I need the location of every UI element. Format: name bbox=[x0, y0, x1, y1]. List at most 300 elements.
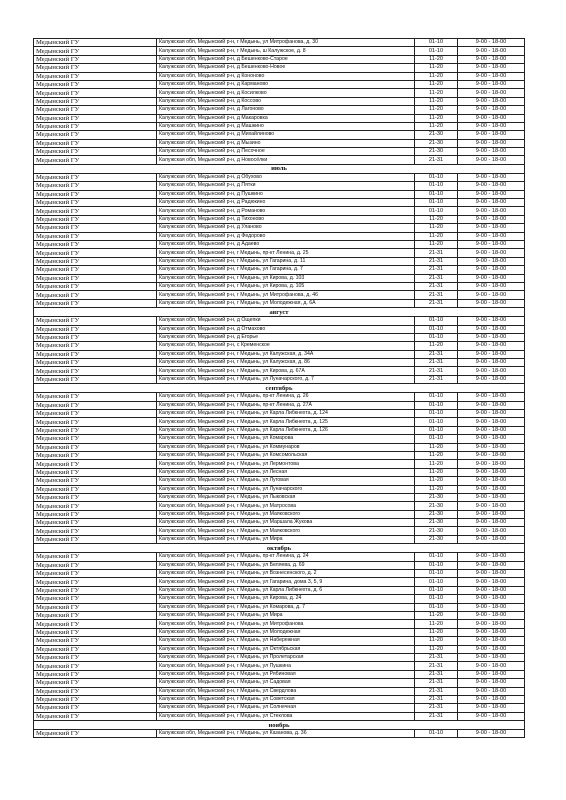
hours-cell: 9-00 - 18-00 bbox=[458, 257, 525, 265]
org-cell: Медынский ГУ bbox=[34, 274, 157, 282]
address-cell: Калужская обл, Медынский р-н, с Кременское bbox=[157, 342, 415, 350]
address-cell: Калужская обл, Медынский р-н, г Медынь, ул Митрофанова, д. 30 bbox=[157, 39, 415, 47]
period-cell: 21-30 bbox=[415, 510, 458, 518]
address-cell: Калужская обл, Медынский р-н, д Коссово bbox=[157, 97, 415, 105]
org-cell: Медынский ГУ bbox=[34, 451, 157, 459]
org-cell: Медынский ГУ bbox=[34, 502, 157, 510]
hours-cell: 9-00 - 18-00 bbox=[458, 350, 525, 358]
hours-cell: 9-00 - 18-00 bbox=[458, 612, 525, 620]
address-cell: Калужская обл, Медынский р-н, г Медынь, ул Комарова bbox=[157, 435, 415, 443]
hours-cell: 9-00 - 18-00 bbox=[458, 645, 525, 653]
hours-cell: 9-00 - 18-00 bbox=[458, 182, 525, 190]
address-cell: Калужская обл, Медынский р-н, д Макаровка bbox=[157, 114, 415, 122]
address-cell: Калужская обл, Медынский р-н, г Медынь, ул Кирова, д. 103 bbox=[157, 274, 415, 282]
org-cell: Медынский ГУ bbox=[34, 670, 157, 678]
table-row bbox=[34, 249, 525, 257]
table-row bbox=[34, 612, 525, 620]
hours-cell: 9-00 - 18-00 bbox=[458, 502, 525, 510]
period-cell: 11-20 bbox=[415, 80, 458, 88]
hours-cell: 9-00 - 18-00 bbox=[458, 139, 525, 147]
org-cell: Медынский ГУ bbox=[34, 535, 157, 543]
address-cell: Калужская обл, Медынский р-н, д Кононово bbox=[157, 72, 415, 80]
org-cell: Медынский ГУ bbox=[34, 695, 157, 703]
org-cell: Медынский ГУ bbox=[34, 199, 157, 207]
table-row bbox=[34, 207, 525, 215]
hours-cell: 9-00 - 18-00 bbox=[458, 39, 525, 47]
table-row bbox=[34, 586, 525, 594]
month-label: август bbox=[34, 308, 525, 317]
address-cell: Калужская обл, Медынский р-н, г Медынь, ул Маяковского bbox=[157, 527, 415, 535]
hours-cell: 9-00 - 18-00 bbox=[458, 266, 525, 274]
hours-cell: 9-00 - 18-00 bbox=[458, 131, 525, 139]
address-cell: Калужская обл, Медынский р-н, д Лагоново bbox=[157, 106, 415, 114]
address-cell: Калужская обл, Медынский р-н, г Медынь, ул Митрофанова bbox=[157, 620, 415, 628]
table-row bbox=[34, 224, 525, 232]
address-cell: Калужская обл, Медынский р-н, г Медынь, ул Кирова, д. 24 bbox=[157, 595, 415, 603]
hours-cell: 9-00 - 18-00 bbox=[458, 485, 525, 493]
period-cell: 11-20 bbox=[415, 64, 458, 72]
period-cell: 11-20 bbox=[415, 55, 458, 63]
address-cell: Калужская обл, Медынский р-н, г Медынь, ул Луначарского bbox=[157, 485, 415, 493]
address-cell: Калужская обл, Медынский р-н, г Медынь, ул Казанова, д. 36 bbox=[157, 730, 415, 738]
org-cell: Медынский ГУ bbox=[34, 97, 157, 105]
period-cell: 11-20 bbox=[415, 620, 458, 628]
address-cell: Калужская обл, Медынский р-н, г Медынь, ул Коммунаров bbox=[157, 443, 415, 451]
schedule-body bbox=[34, 39, 525, 738]
period-cell: 01-10 bbox=[415, 595, 458, 603]
hours-cell: 9-00 - 18-00 bbox=[458, 64, 525, 72]
org-cell: Медынский ГУ bbox=[34, 561, 157, 569]
period-cell: 21-31 bbox=[415, 274, 458, 282]
address-cell: Калужская обл, Медынский р-н, г Медынь, пр-кт Ленина, д. 27А bbox=[157, 401, 415, 409]
hours-cell: 9-00 - 18-00 bbox=[458, 595, 525, 603]
period-cell: 01-10 bbox=[415, 426, 458, 434]
hours-cell: 9-00 - 18-00 bbox=[458, 460, 525, 468]
hours-cell: 9-00 - 18-00 bbox=[458, 89, 525, 97]
table-row bbox=[34, 215, 525, 223]
org-cell: Медынский ГУ bbox=[34, 80, 157, 88]
period-cell: 01-10 bbox=[415, 325, 458, 333]
address-cell: Калужская обл, Медынский р-н, д Михайлиново bbox=[157, 131, 415, 139]
org-cell: Медынский ГУ bbox=[34, 249, 157, 257]
org-cell: Медынский ГУ bbox=[34, 139, 157, 147]
org-cell: Медынский ГУ bbox=[34, 64, 157, 72]
address-cell: Калужская обл, Медынский р-н, г Медынь, ул Карла Либкнехта, д. 125 bbox=[157, 418, 415, 426]
table-row bbox=[34, 257, 525, 265]
table-row bbox=[34, 375, 525, 383]
hours-cell: 9-00 - 18-00 bbox=[458, 637, 525, 645]
period-cell: 21-30 bbox=[415, 131, 458, 139]
period-cell: 21-30 bbox=[415, 493, 458, 501]
table-row bbox=[34, 510, 525, 518]
hours-cell: 9-00 - 18-00 bbox=[458, 687, 525, 695]
address-cell: Калужская обл, Медынский р-н, г Медынь, ул Комсомольская bbox=[157, 451, 415, 459]
period-cell: 01-10 bbox=[415, 190, 458, 198]
period-cell: 21-31 bbox=[415, 257, 458, 265]
hours-cell: 9-00 - 18-00 bbox=[458, 410, 525, 418]
month-header-row bbox=[34, 721, 525, 730]
org-cell: Медынский ГУ bbox=[34, 553, 157, 561]
address-cell: Калужская обл, Медынский р-н, г Медынь, ул Комарова, д. 7 bbox=[157, 603, 415, 611]
period-cell: 01-10 bbox=[415, 173, 458, 181]
org-cell: Медынский ГУ bbox=[34, 39, 157, 47]
table-row bbox=[34, 106, 525, 114]
period-cell: 11-20 bbox=[415, 342, 458, 350]
org-cell: Медынский ГУ bbox=[34, 519, 157, 527]
address-cell: Калужская обл, Медынский р-н, г Медынь, ул Калужская, д. 34А bbox=[157, 350, 415, 358]
hours-cell: 9-00 - 18-00 bbox=[458, 106, 525, 114]
hours-cell: 9-00 - 18-00 bbox=[458, 232, 525, 240]
address-cell: Калужская обл, Медынский р-н, г Медынь, ул Маршала Жукова bbox=[157, 519, 415, 527]
address-cell: Калужская обл, Медынский р-н, г Медынь, ул Лесная bbox=[157, 468, 415, 476]
hours-cell: 9-00 - 18-00 bbox=[458, 148, 525, 156]
table-row bbox=[34, 122, 525, 130]
address-cell: Калужская обл, Медынский р-н, д Песочное bbox=[157, 148, 415, 156]
hours-cell: 9-00 - 18-00 bbox=[458, 342, 525, 350]
month-label: сентябрь bbox=[34, 384, 525, 393]
table-row bbox=[34, 350, 525, 358]
address-cell: Калужская обл, Медынский р-н, г Медынь, ул Матросова bbox=[157, 502, 415, 510]
org-cell: Медынский ГУ bbox=[34, 477, 157, 485]
address-cell: Калужская обл, Медынский р-н, г Медынь, ул Карла Либкнехта, д. 6 bbox=[157, 586, 415, 594]
hours-cell: 9-00 - 18-00 bbox=[458, 72, 525, 80]
period-cell: 21-31 bbox=[415, 156, 458, 164]
org-cell: Медынский ГУ bbox=[34, 72, 157, 80]
table-row bbox=[34, 131, 525, 139]
hours-cell: 9-00 - 18-00 bbox=[458, 359, 525, 367]
org-cell: Медынский ГУ bbox=[34, 493, 157, 501]
org-cell: Медынский ГУ bbox=[34, 435, 157, 443]
table-row bbox=[34, 291, 525, 299]
period-cell: 11-20 bbox=[415, 468, 458, 476]
hours-cell: 9-00 - 18-00 bbox=[458, 510, 525, 518]
org-cell: Медынский ГУ bbox=[34, 55, 157, 63]
period-cell: 11-20 bbox=[415, 477, 458, 485]
period-cell: 11-20 bbox=[415, 224, 458, 232]
address-cell: Калужская обл, Медынский р-н, д Косилково bbox=[157, 89, 415, 97]
hours-cell: 9-00 - 18-00 bbox=[458, 401, 525, 409]
period-cell: 21-31 bbox=[415, 670, 458, 678]
period-cell: 21-31 bbox=[415, 299, 458, 307]
table-row bbox=[34, 435, 525, 443]
table-row bbox=[34, 393, 525, 401]
table-row bbox=[34, 535, 525, 543]
period-cell: 11-20 bbox=[415, 97, 458, 105]
org-cell: Медынский ГУ bbox=[34, 586, 157, 594]
table-row bbox=[34, 460, 525, 468]
schedule-table bbox=[33, 38, 525, 738]
org-cell: Медынский ГУ bbox=[34, 156, 157, 164]
period-cell: 21-31 bbox=[415, 662, 458, 670]
hours-cell: 9-00 - 18-00 bbox=[458, 240, 525, 248]
org-cell: Медынский ГУ bbox=[34, 393, 157, 401]
table-row bbox=[34, 72, 525, 80]
period-cell: 01-10 bbox=[415, 317, 458, 325]
hours-cell: 9-00 - 18-00 bbox=[458, 55, 525, 63]
hours-cell: 9-00 - 18-00 bbox=[458, 519, 525, 527]
hours-cell: 9-00 - 18-00 bbox=[458, 215, 525, 223]
month-label: ноябрь bbox=[34, 721, 525, 730]
address-cell: Калужская обл, Медынский р-н, г Медынь, ул Мира bbox=[157, 535, 415, 543]
table-row bbox=[34, 653, 525, 661]
period-cell: 21-30 bbox=[415, 502, 458, 510]
period-cell: 21-31 bbox=[415, 375, 458, 383]
org-cell: Медынский ГУ bbox=[34, 578, 157, 586]
org-cell: Медынский ГУ bbox=[34, 426, 157, 434]
table-row bbox=[34, 502, 525, 510]
org-cell: Медынский ГУ bbox=[34, 257, 157, 265]
period-cell: 21-31 bbox=[415, 359, 458, 367]
address-cell: Калужская обл, Медынский р-н, г Медынь, ул Карла Либкнехта, д. 124 bbox=[157, 410, 415, 418]
org-cell: Медынский ГУ bbox=[34, 325, 157, 333]
org-cell: Медынский ГУ bbox=[34, 620, 157, 628]
period-cell: 01-10 bbox=[415, 47, 458, 55]
org-cell: Медынский ГУ bbox=[34, 645, 157, 653]
address-cell: Калужская обл, Медынский р-н, д Отмахово bbox=[157, 325, 415, 333]
table-row bbox=[34, 637, 525, 645]
address-cell: Калужская обл, Медынский р-н, г Медынь, ул Садовая bbox=[157, 679, 415, 687]
table-row bbox=[34, 89, 525, 97]
period-cell: 11-20 bbox=[415, 240, 458, 248]
address-cell: Калужская обл, Медынский р-н, г Медынь, ул Карла Либкнехта, д. 126 bbox=[157, 426, 415, 434]
hours-cell: 9-00 - 18-00 bbox=[458, 249, 525, 257]
address-cell: Калужская обл, Медынский р-н, д Романово bbox=[157, 207, 415, 215]
period-cell: 01-10 bbox=[415, 333, 458, 341]
table-row bbox=[34, 325, 525, 333]
hours-cell: 9-00 - 18-00 bbox=[458, 367, 525, 375]
address-cell: Калужская обл, Медынский р-н, г Медынь, ул Свердлова bbox=[157, 687, 415, 695]
address-cell: Калужская обл, Медынский р-н, д Машкино bbox=[157, 122, 415, 130]
org-cell: Медынский ГУ bbox=[34, 89, 157, 97]
org-cell: Медынский ГУ bbox=[34, 653, 157, 661]
address-cell: Калужская обл, Медынский р-н, д Карманово bbox=[157, 80, 415, 88]
org-cell: Медынский ГУ bbox=[34, 628, 157, 636]
org-cell: Медынский ГУ bbox=[34, 106, 157, 114]
hours-cell: 9-00 - 18-00 bbox=[458, 586, 525, 594]
hours-cell: 9-00 - 18-00 bbox=[458, 173, 525, 181]
table-row bbox=[34, 342, 525, 350]
period-cell: 01-10 bbox=[415, 401, 458, 409]
month-label: июль bbox=[34, 164, 525, 173]
schedule-sheet bbox=[33, 38, 525, 738]
period-cell: 11-20 bbox=[415, 628, 458, 636]
org-cell: Медынский ГУ bbox=[34, 317, 157, 325]
hours-cell: 9-00 - 18-00 bbox=[458, 282, 525, 290]
address-cell: Калужская обл, Медынский р-н, г Медынь, ул Пушкина bbox=[157, 662, 415, 670]
table-row bbox=[34, 199, 525, 207]
table-row bbox=[34, 156, 525, 164]
table-row bbox=[34, 561, 525, 569]
org-cell: Медынский ГУ bbox=[34, 359, 157, 367]
org-cell: Медынский ГУ bbox=[34, 612, 157, 620]
address-cell: Калужская обл, Медынский р-н, д Бешенково-Старое bbox=[157, 55, 415, 63]
org-cell: Медынский ГУ bbox=[34, 679, 157, 687]
table-row bbox=[34, 553, 525, 561]
org-cell: Медынский ГУ bbox=[34, 375, 157, 383]
period-cell: 01-10 bbox=[415, 393, 458, 401]
period-cell: 01-10 bbox=[415, 578, 458, 586]
table-row bbox=[34, 39, 525, 47]
period-cell: 21-31 bbox=[415, 704, 458, 712]
period-cell: 21-31 bbox=[415, 291, 458, 299]
table-row bbox=[34, 190, 525, 198]
address-cell: Калужская обл, Медынский р-н, д Радюкино bbox=[157, 199, 415, 207]
org-cell: Медынский ГУ bbox=[34, 266, 157, 274]
period-cell: 21-30 bbox=[415, 519, 458, 527]
address-cell: Калужская обл, Медынский р-н, д Егорье bbox=[157, 333, 415, 341]
address-cell: Калужская обл, Медынский р-н, д Мызино bbox=[157, 139, 415, 147]
table-row bbox=[34, 687, 525, 695]
table-row bbox=[34, 477, 525, 485]
period-cell: 01-10 bbox=[415, 435, 458, 443]
address-cell: Калужская обл, Медынский р-н, г Медынь, ул Луначарского, д. 7 bbox=[157, 375, 415, 383]
table-row bbox=[34, 451, 525, 459]
org-cell: Медынский ГУ bbox=[34, 570, 157, 578]
org-cell: Медынский ГУ bbox=[34, 299, 157, 307]
month-header-row bbox=[34, 308, 525, 317]
period-cell: 21-30 bbox=[415, 148, 458, 156]
period-cell: 11-20 bbox=[415, 460, 458, 468]
period-cell: 21-31 bbox=[415, 679, 458, 687]
table-row bbox=[34, 628, 525, 636]
period-cell: 21-31 bbox=[415, 350, 458, 358]
hours-cell: 9-00 - 18-00 bbox=[458, 114, 525, 122]
period-cell: 11-20 bbox=[415, 612, 458, 620]
table-row bbox=[34, 443, 525, 451]
period-cell: 21-30 bbox=[415, 527, 458, 535]
hours-cell: 9-00 - 18-00 bbox=[458, 156, 525, 164]
period-cell: 01-10 bbox=[415, 603, 458, 611]
address-cell: Калужская обл, Медынский р-н, г Медынь, ул Пролетарская bbox=[157, 653, 415, 661]
table-row bbox=[34, 670, 525, 678]
hours-cell: 9-00 - 18-00 bbox=[458, 477, 525, 485]
org-cell: Медынский ГУ bbox=[34, 342, 157, 350]
period-cell: 11-20 bbox=[415, 645, 458, 653]
table-row bbox=[34, 712, 525, 720]
address-cell: Калужская обл, Медынский р-н, г Медынь, ул Советская bbox=[157, 695, 415, 703]
address-cell: Калужская обл, Медынский р-н, г Медынь, ул Митрофанова, д. 46 bbox=[157, 291, 415, 299]
hours-cell: 9-00 - 18-00 bbox=[458, 695, 525, 703]
table-row bbox=[34, 679, 525, 687]
table-row bbox=[34, 367, 525, 375]
org-cell: Медынский ГУ bbox=[34, 282, 157, 290]
address-cell: Калужская обл, Медынский р-н, г Медынь, ул Лыковская bbox=[157, 493, 415, 501]
table-row bbox=[34, 578, 525, 586]
table-row bbox=[34, 139, 525, 147]
table-row bbox=[34, 274, 525, 282]
hours-cell: 9-00 - 18-00 bbox=[458, 199, 525, 207]
table-row bbox=[34, 80, 525, 88]
hours-cell: 9-00 - 18-00 bbox=[458, 628, 525, 636]
address-cell: Калужская обл, Медынский р-н, г Медынь, ул Молодежная, д. 6А bbox=[157, 299, 415, 307]
table-row bbox=[34, 182, 525, 190]
org-cell: Медынский ГУ bbox=[34, 47, 157, 55]
table-row bbox=[34, 333, 525, 341]
hours-cell: 9-00 - 18-00 bbox=[458, 653, 525, 661]
period-cell: 01-10 bbox=[415, 182, 458, 190]
address-cell: Калужская обл, Медынский р-н, г Медынь, ул Маяковского bbox=[157, 510, 415, 518]
table-row bbox=[34, 299, 525, 307]
period-cell: 21-30 bbox=[415, 535, 458, 543]
hours-cell: 9-00 - 18-00 bbox=[458, 435, 525, 443]
org-cell: Медынский ГУ bbox=[34, 131, 157, 139]
address-cell: Калужская обл, Медынский р-н, г Медынь, ул Вознесенского, д. 2 bbox=[157, 570, 415, 578]
hours-cell: 9-00 - 18-00 bbox=[458, 561, 525, 569]
address-cell: Калужская обл, Медынский р-н, д Бешенково-Новое bbox=[157, 64, 415, 72]
table-row bbox=[34, 173, 525, 181]
period-cell: 01-10 bbox=[415, 199, 458, 207]
address-cell: Калужская обл, Медынский р-н, г Медынь, ул Мира bbox=[157, 612, 415, 620]
org-cell: Медынский ГУ bbox=[34, 603, 157, 611]
address-cell: Калужская обл, Медынский р-н, г Медынь, ул Октябрьская bbox=[157, 645, 415, 653]
hours-cell: 9-00 - 18-00 bbox=[458, 553, 525, 561]
hours-cell: 9-00 - 18-00 bbox=[458, 620, 525, 628]
table-row bbox=[34, 662, 525, 670]
org-cell: Медынский ГУ bbox=[34, 215, 157, 223]
table-row bbox=[34, 401, 525, 409]
address-cell: Калужская обл, Медынский р-н, г Медынь, ул Молодежная bbox=[157, 628, 415, 636]
month-label: октябрь bbox=[34, 544, 525, 553]
address-cell: Калужская обл, Медынский р-н, д Уланово bbox=[157, 224, 415, 232]
table-row bbox=[34, 527, 525, 535]
address-cell: Калужская обл, Медынский р-н, г Медынь, ул Калужская, д. 86 bbox=[157, 359, 415, 367]
period-cell: 01-10 bbox=[415, 553, 458, 561]
table-row bbox=[34, 232, 525, 240]
month-header-row bbox=[34, 164, 525, 173]
hours-cell: 9-00 - 18-00 bbox=[458, 317, 525, 325]
address-cell: Калужская обл, Медынский р-н, г Медынь, ш Калужское, д. 8 bbox=[157, 47, 415, 55]
org-cell: Медынский ГУ bbox=[34, 443, 157, 451]
table-row bbox=[34, 468, 525, 476]
org-cell: Медынский ГУ bbox=[34, 114, 157, 122]
table-row bbox=[34, 64, 525, 72]
table-row bbox=[34, 730, 525, 738]
period-cell: 01-10 bbox=[415, 207, 458, 215]
org-cell: Медынский ГУ bbox=[34, 468, 157, 476]
hours-cell: 9-00 - 18-00 bbox=[458, 468, 525, 476]
table-row bbox=[34, 595, 525, 603]
address-cell: Калужская обл, Медынский р-н, г Медынь, пр-кт Ленина, д. 24 bbox=[157, 553, 415, 561]
period-cell: 21-31 bbox=[415, 695, 458, 703]
table-row bbox=[34, 519, 525, 527]
address-cell: Калужская обл, Медынский р-н, г Медынь, ул Солнечная bbox=[157, 704, 415, 712]
address-cell: Калужская обл, Медынский р-н, г Медынь, пр-кт Ленина, д. 26 bbox=[157, 393, 415, 401]
hours-cell: 9-00 - 18-00 bbox=[458, 527, 525, 535]
address-cell: Калужская обл, Медынский р-н, д Новосёлки bbox=[157, 156, 415, 164]
org-cell: Медынский ГУ bbox=[34, 401, 157, 409]
address-cell: Калужская обл, Медынский р-н, г Медынь, пр-кт Ленина, д. 25 bbox=[157, 249, 415, 257]
hours-cell: 9-00 - 18-00 bbox=[458, 679, 525, 687]
hours-cell: 9-00 - 18-00 bbox=[458, 47, 525, 55]
hours-cell: 9-00 - 18-00 bbox=[458, 426, 525, 434]
period-cell: 11-20 bbox=[415, 106, 458, 114]
address-cell: Калужская обл, Медынский р-н, г Медынь, ул Кирова, д. 67А bbox=[157, 367, 415, 375]
hours-cell: 9-00 - 18-00 bbox=[458, 80, 525, 88]
table-row bbox=[34, 266, 525, 274]
org-cell: Медынский ГУ bbox=[34, 418, 157, 426]
table-row bbox=[34, 570, 525, 578]
table-row bbox=[34, 695, 525, 703]
org-cell: Медынский ГУ bbox=[34, 190, 157, 198]
period-cell: 11-20 bbox=[415, 89, 458, 97]
org-cell: Медынский ГУ bbox=[34, 240, 157, 248]
period-cell: 11-20 bbox=[415, 443, 458, 451]
table-row bbox=[34, 620, 525, 628]
hours-cell: 9-00 - 18-00 bbox=[458, 712, 525, 720]
period-cell: 21-31 bbox=[415, 712, 458, 720]
address-cell: Калужская обл, Медынский р-н, г Медынь, ул Рябиновая bbox=[157, 670, 415, 678]
period-cell: 21-31 bbox=[415, 249, 458, 257]
